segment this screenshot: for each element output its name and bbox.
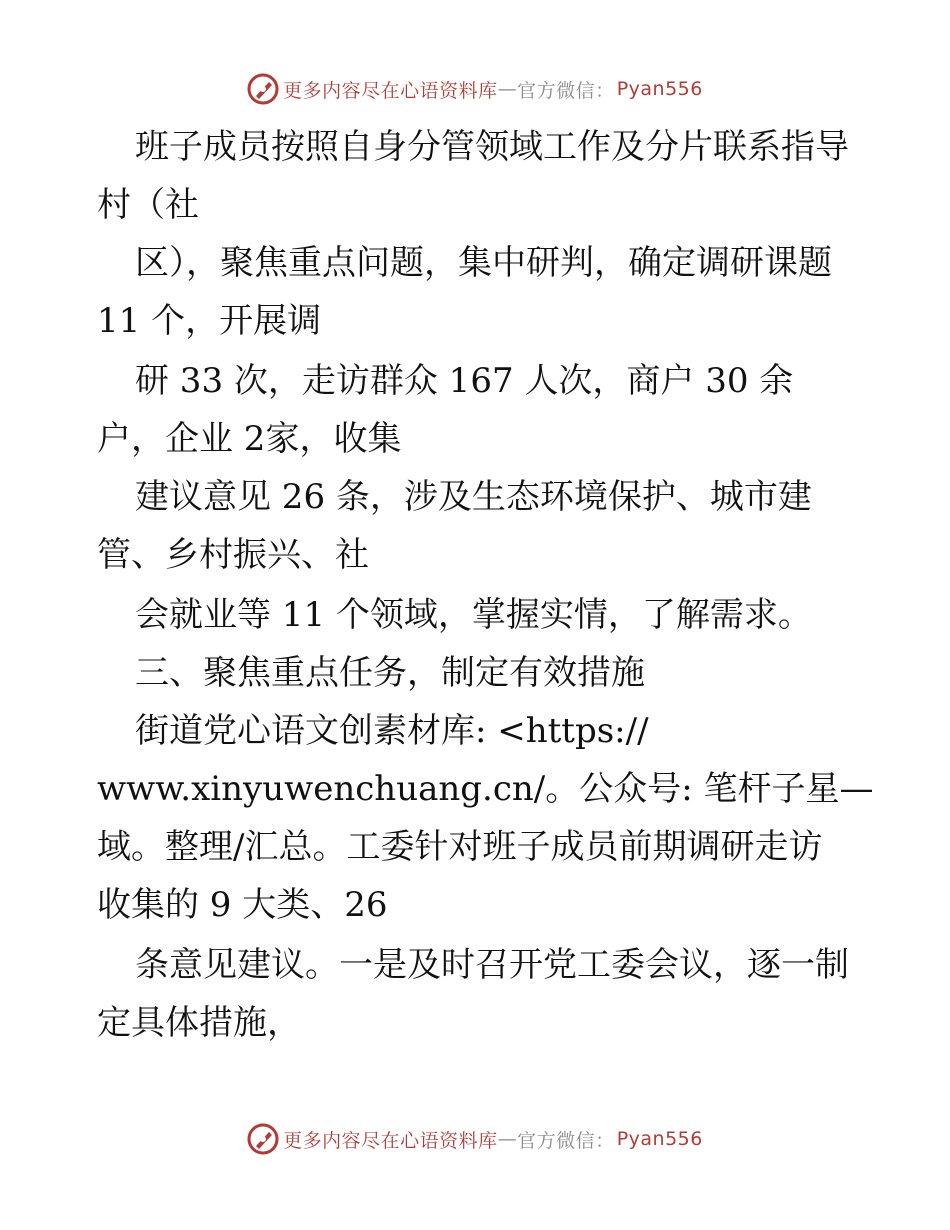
- banner-wechat-label: 官方微信：: [517, 79, 615, 102]
- text-line: 区），聚焦重点问题，集中研判，确定调研课题: [135, 243, 832, 283]
- text-line: 户，企业 2家，收集: [97, 419, 402, 459]
- text-line: 条意见建议。一是及时召开党工委会议，逐一制: [135, 945, 849, 985]
- logo-icon: [247, 1123, 279, 1155]
- banner-wechat-id: Pyan556: [616, 78, 703, 100]
- logo-icon: [247, 73, 279, 105]
- text-line: 定具体措施，: [97, 1003, 301, 1043]
- text-line: 村（社: [97, 185, 199, 225]
- text-line: 街道党心语文创素材库: <https://: [135, 711, 649, 751]
- text-line: 收集的 9 大类、26: [97, 885, 388, 925]
- text-line: 管、乡村振兴、社: [97, 535, 369, 575]
- header-banner: [0, 72, 950, 106]
- banner-wechat-id: Pyan556: [616, 1128, 703, 1150]
- banner-title: 更多内容尽在心语资料库: [283, 1129, 498, 1152]
- banner-title: 更多内容尽在心语资料库: [283, 79, 498, 102]
- text-line: 研 33 次，走访群众 167 人次，商户 30 余: [135, 361, 794, 401]
- text-line: 班子成员按照自身分管领域工作及分片联系指导: [135, 127, 849, 167]
- banner-dash: —: [497, 78, 518, 100]
- text-line: 会就业等 11 个领域，掌握实情，了解需求。: [135, 595, 812, 635]
- text-line: 11 个，开展调: [97, 301, 322, 341]
- banner-dash: —: [497, 1128, 518, 1150]
- section-heading: 三、聚焦重点任务，制定有效措施: [135, 653, 645, 693]
- text-line: 建议意见 26 条，涉及生态环境保护、城市建: [135, 477, 812, 517]
- banner-wechat-label: 官方微信：: [517, 1129, 615, 1152]
- text-line: www.xinyuwenchuang.cn/。公众号: 笔杆子星—: [97, 769, 874, 809]
- footer-banner: [0, 1122, 950, 1156]
- text-line: 域。整理/汇总。工委针对班子成员前期调研走访: [97, 827, 823, 867]
